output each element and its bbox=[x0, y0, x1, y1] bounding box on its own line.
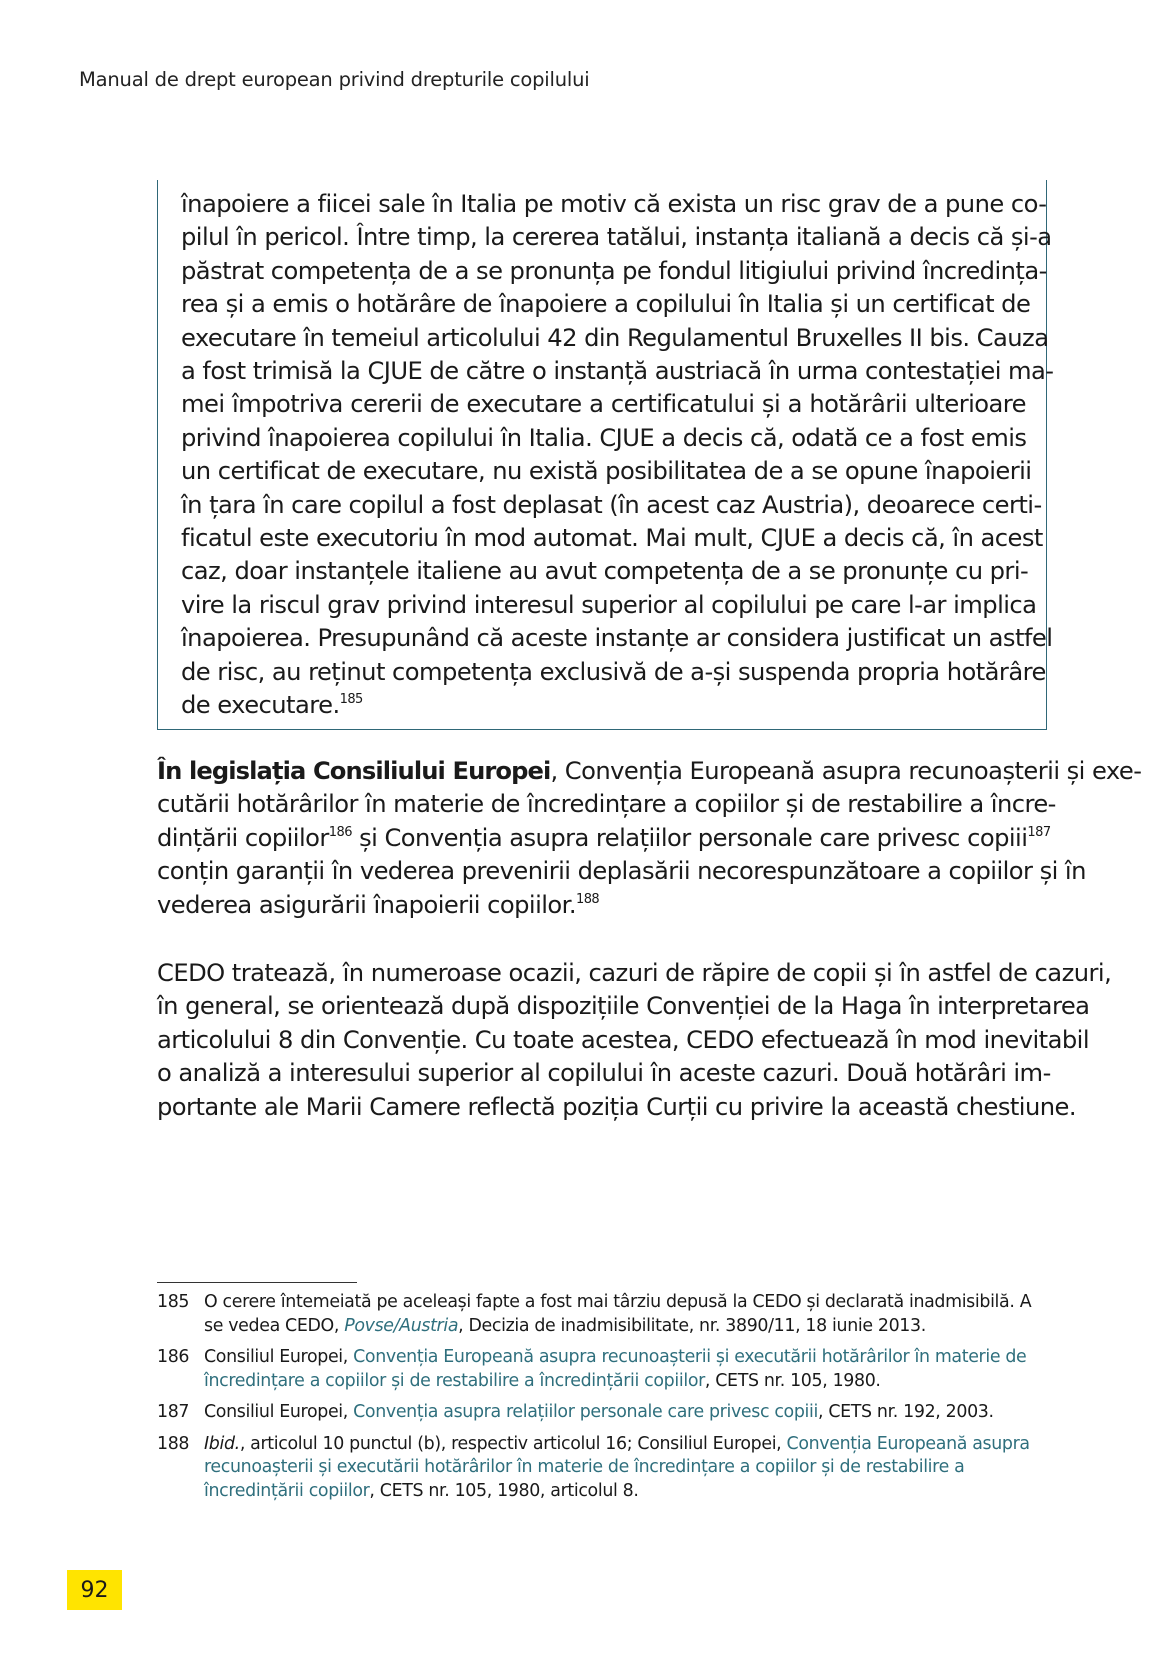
case-line: ficatul este executoriu în mod automat. Mai mult, CJUE a decis că, în acest bbox=[181, 524, 1043, 553]
footnote-ref-187[interactable]: 187 bbox=[1027, 824, 1051, 840]
footnotes bbox=[157, 1291, 1047, 1511]
footnote-number: 188 bbox=[157, 1433, 190, 1454]
para-line: articolului 8 din Convenție. Cu toate acestea, CEDO efectuează în mod inevitabil bbox=[157, 1025, 1090, 1054]
footnote-text: , CETS nr. 192, 2003. bbox=[817, 1402, 994, 1422]
para-line bbox=[157, 755, 1142, 788]
case-line-text: de executare. bbox=[181, 691, 340, 720]
case-line: a fost trimisă la CJUE de către o instanță austriacă în urma contestației ma- bbox=[181, 357, 1054, 386]
para-line: conțin garanții în vederea prevenirii deplasării necorespunzătoare a copiilor și în bbox=[157, 857, 1086, 886]
footnote-text: Consiliul Europei, bbox=[204, 1402, 354, 1422]
case-line: pilul în pericol. Între timp, la cererea tatălui, instanța italiană a decis că și-a bbox=[181, 223, 1052, 252]
running-header: Manual de drept european privind drepturile copilului bbox=[79, 68, 590, 91]
para-line: în general, se orientează după dispozițiile Convenției de la Haga în interpretarea bbox=[157, 992, 1090, 1021]
footnote-body bbox=[204, 1401, 1047, 1425]
bold-lead: În legislația Consiliului Europei bbox=[157, 757, 551, 785]
para-text: și Convenția asupra relațiilor personale care privesc copiii bbox=[351, 823, 1028, 852]
footnote-185 bbox=[157, 1291, 1047, 1338]
footnote-link[interactable]: Convenția Europeană asupra recunoașterii și executării hotărârilor în materie de încredințare a copiilor și de restabilire a încredințării copiilor bbox=[204, 1433, 1030, 1501]
case-line: caz, doar instanțele italiene au avut competența de a se pronunțe cu pri- bbox=[181, 557, 1029, 586]
para-line: CEDO tratează, în numeroase ocazii, cazuri de răpire de copii și în astfel de cazuri, bbox=[157, 959, 1112, 987]
page-number-badge: 92 bbox=[67, 1570, 122, 1610]
footnote-188 bbox=[157, 1433, 1047, 1504]
case-example-text bbox=[181, 188, 1054, 723]
footnote-text: Consiliul Europei, bbox=[204, 1347, 354, 1367]
para-text: , Convenția Europeană asupra recunoașterii și exe- bbox=[550, 757, 1142, 785]
case-line: executare în temeiul articolului 42 din Regulamentul Bruxelles II bis. Cauza bbox=[181, 323, 1049, 352]
footnote-186 bbox=[157, 1346, 1047, 1393]
footnote-link[interactable]: Povse/Austria bbox=[344, 1315, 459, 1336]
footnote-ibid: Ibid. bbox=[204, 1433, 240, 1454]
case-line: păstrat competența de a se pronunța pe fondul litigiului privind încredința- bbox=[181, 256, 1047, 285]
footnote-link[interactable]: Convenția asupra relațiilor personale care privesc copiii bbox=[353, 1402, 818, 1422]
case-line: un certificat de executare, nu există posibilitatea de a se opune înapoierii bbox=[181, 457, 1032, 486]
footnote-text: , CETS nr. 105, 1980. bbox=[704, 1370, 881, 1391]
para-line bbox=[157, 889, 1047, 922]
case-line: înapoiere a fiicei sale în Italia pe motiv că exista un risc grav de a pune co- bbox=[181, 190, 1047, 218]
case-line: privind înapoierea copilului în Italia. CJUE a decis că, odată ce a fost emis bbox=[181, 423, 1027, 452]
footnote-text: , CETS nr. 105, 1980, articolul 8. bbox=[369, 1480, 639, 1501]
case-line: înapoierea. Presupunând că aceste instanțe ar considera justificat un astfel bbox=[181, 624, 1053, 653]
case-line: în țara în care copilul a fost deplasat (în acest caz Austria), deoarece certi- bbox=[181, 490, 1042, 519]
case-line: de risc, au reținut competența exclusivă de a-și suspenda propria hotărâre bbox=[181, 657, 1046, 686]
footnote-187 bbox=[157, 1401, 1047, 1425]
footnote-number: 185 bbox=[157, 1292, 190, 1312]
paragraph-cedo bbox=[157, 957, 1112, 1124]
footnote-text: , articolul 10 punctul (b), respectiv articolul 16; Consiliul Europei, bbox=[239, 1433, 787, 1454]
para-text: dințării copiilor bbox=[157, 823, 329, 852]
footnote-body bbox=[204, 1346, 1047, 1393]
footnote-separator bbox=[157, 1282, 357, 1283]
footnote-body bbox=[204, 1291, 1047, 1338]
para-line: portante ale Marii Camere reflectă poziția Curții cu privire la această chestiune. bbox=[157, 1092, 1076, 1121]
footnote-text: O cerere întemeiată pe aceleași fapte a fost mai târziu depusă la CEDO și declarată inadmisibilă. A se vedea CEDO, bbox=[204, 1292, 1032, 1336]
footnote-number: 187 bbox=[157, 1402, 190, 1422]
footnote-text: , Decizia de inadmisibilitate, nr. 3890/11, 18 iunie 2013. bbox=[458, 1315, 926, 1336]
paragraph-coe-legislation bbox=[157, 755, 1142, 922]
footnote-link[interactable]: Convenția Europeană asupra recunoașterii și executării hotărârilor în materie de încredințare a copiilor și de restabilire a încredințării copiilor bbox=[204, 1347, 1027, 1391]
case-line: rea și a emis o hotărâre de înapoiere a copilului în Italia și un certificat de bbox=[181, 290, 1031, 319]
case-line-last bbox=[181, 689, 1026, 722]
para-line bbox=[157, 822, 1051, 855]
para-text: vederea asigurării înapoierii copiilor. bbox=[157, 890, 576, 919]
case-line: vire la riscul grav privind interesul superior al copilului pe care l-ar implica bbox=[181, 590, 1037, 619]
footnote-number: 186 bbox=[157, 1347, 190, 1367]
footnote-ref-188[interactable]: 188 bbox=[575, 891, 600, 907]
para-line: o analiză a interesului superior al copilului în aceste cazuri. Două hotărâri im- bbox=[157, 1059, 1051, 1088]
footnote-body bbox=[204, 1433, 1047, 1504]
footnote-ref-185[interactable]: 185 bbox=[339, 692, 363, 708]
case-line: mei împotriva cererii de executare a certificatului și a hotărârii ulterioare bbox=[181, 390, 1026, 419]
para-line: cutării hotărârilor în materie de încredințare a copiilor și de restabilire a încre- bbox=[157, 790, 1056, 819]
footnote-ref-186[interactable]: 186 bbox=[328, 824, 352, 840]
